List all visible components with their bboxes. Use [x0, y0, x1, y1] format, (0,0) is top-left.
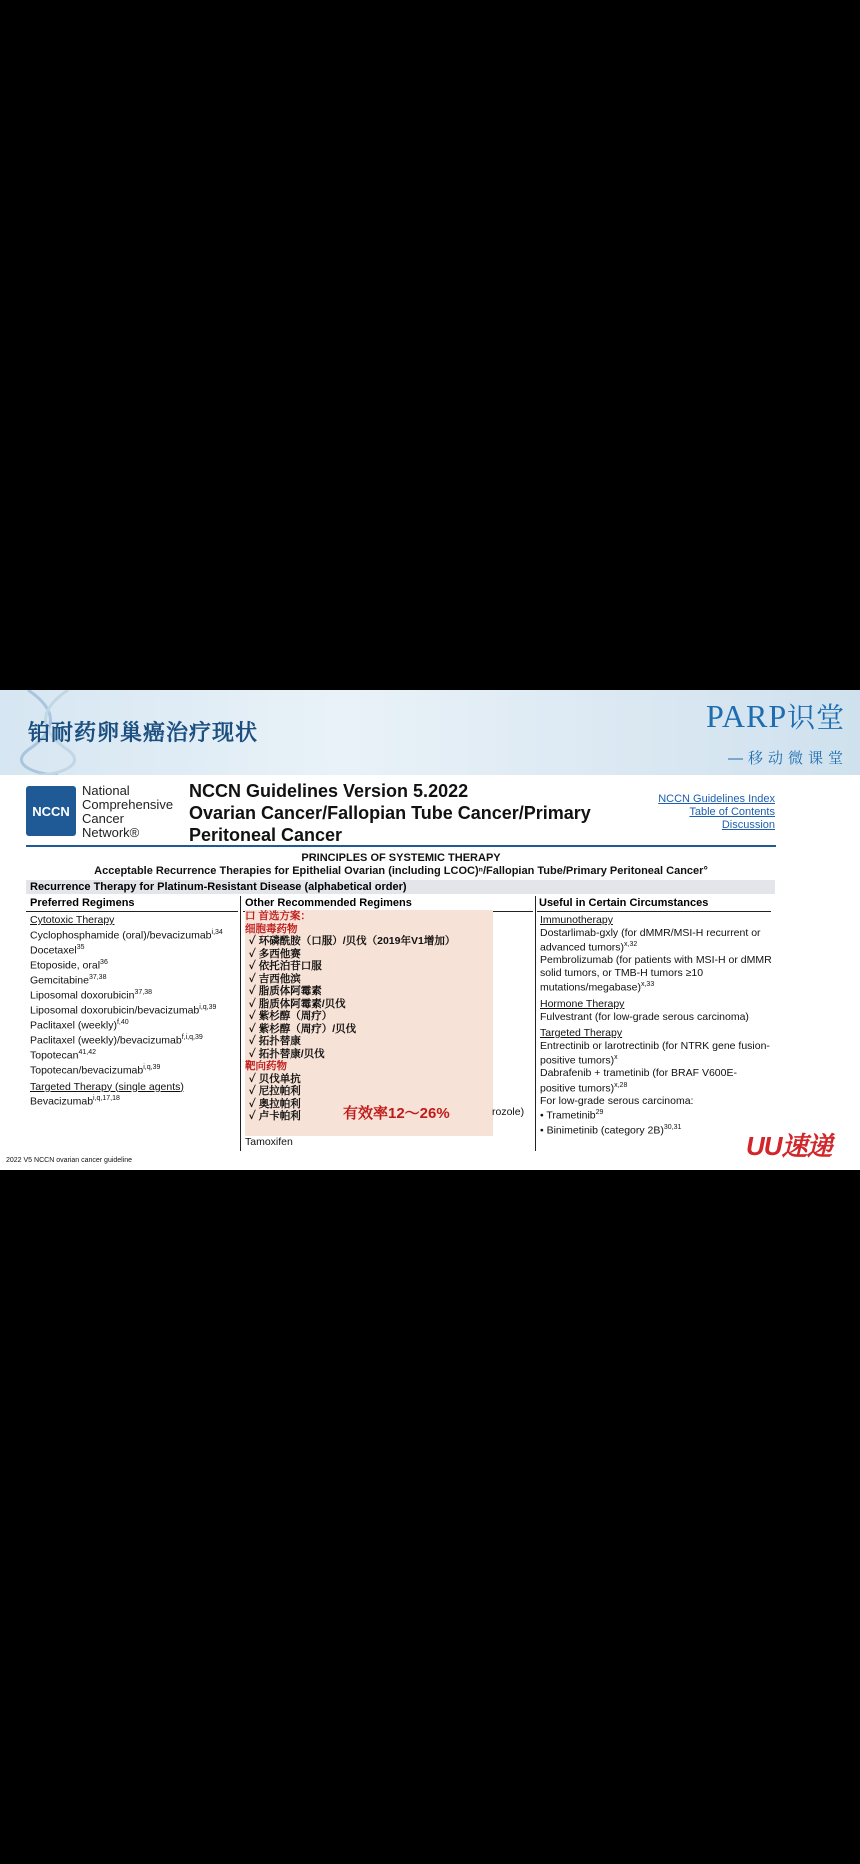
check-item: [245, 973, 493, 986]
item-ref: i,q,17,18: [93, 1095, 120, 1102]
col-heading-preferred: Preferred Regimens: [30, 897, 135, 909]
targeted-therapy-list: [540, 1040, 772, 1095]
item-ref: 41,42: [78, 1048, 96, 1056]
header-rule: [26, 845, 776, 847]
check-icon: ✓: [249, 1097, 259, 1110]
check-text: 拓扑替康: [258, 1035, 301, 1047]
check-item: [245, 1010, 493, 1023]
list-item: [30, 1062, 240, 1077]
check-icon: ✓: [249, 1047, 259, 1060]
guidelines-index-link[interactable]: NCCN Guidelines Index: [658, 793, 775, 805]
item-ref: x: [614, 1054, 618, 1061]
principles-heading: [26, 852, 776, 878]
chemo-label: 细胞毒药物: [245, 922, 298, 935]
list-item: [30, 1093, 240, 1108]
footer-note: 2022 V5 NCCN ovarian cancer guideline: [6, 1157, 133, 1164]
list-item: [540, 1107, 772, 1122]
item-ref: i,q,39: [199, 1003, 217, 1011]
list-item: [30, 1032, 240, 1047]
preferred-column: [30, 914, 240, 1108]
item-ref: f,40: [116, 1018, 129, 1026]
item-ref: i,34: [211, 928, 223, 936]
col-rule: [537, 911, 771, 912]
item-text: Paclitaxel (weekly): [30, 1019, 117, 1031]
check-icon: ✓: [249, 1072, 259, 1085]
list-item: [540, 1122, 772, 1137]
list-item: [540, 927, 772, 955]
table-of-contents-link[interactable]: Table of Contents: [689, 806, 775, 818]
overlay-heading: 口 首选方案：: [245, 910, 311, 922]
check-icon: ✓: [249, 960, 259, 972]
check-icon: ✓: [249, 997, 259, 1010]
hormone-item: Fulvestrant (for low-grade serous carcinoma): [540, 1010, 749, 1023]
lowgrade-list: [540, 1107, 772, 1137]
section-targeted-therapy: Targeted Therapy: [540, 1027, 623, 1039]
check-text: 拓扑替康/贝伐: [258, 1047, 325, 1060]
section-cytotoxic: Cytotoxic Therapy: [30, 914, 115, 926]
check-text: 紫杉醇（周疗）/贝伐: [258, 1022, 357, 1035]
item-text: Etoposide, oral: [30, 959, 101, 971]
check-icon: ✓: [249, 1085, 259, 1097]
check-text: 紫杉醇（周疗）: [258, 1010, 333, 1022]
check-text: 多西他赛: [258, 947, 301, 960]
list-item: [540, 1067, 772, 1095]
list-item: [30, 942, 240, 957]
col-heading-other: Other Recommended Regimens: [245, 897, 412, 909]
recurrence-bar: Recurrence Therapy for Platinum-Resistant Disease (alphabetical order): [26, 880, 775, 894]
list-item: [540, 954, 772, 994]
col-divider: [240, 896, 241, 1151]
section-immunotherapy: Immunotherapy: [540, 914, 613, 926]
list-item: [30, 1002, 240, 1017]
banner-title: 铂耐药卵巢癌治疗现状: [28, 720, 259, 745]
tamoxifen-text: Tamoxifen: [245, 1136, 293, 1148]
item-text: • Trametinib: [540, 1109, 596, 1122]
org-line: Network®: [82, 825, 140, 840]
item-ref: x,32: [624, 941, 638, 948]
check-text: 依托泊苷口服: [258, 960, 322, 972]
item-text: • Binimetinib (category 2B): [540, 1124, 664, 1137]
title-line: Peritoneal Cancer: [189, 825, 343, 845]
check-text: 奥拉帕利: [258, 1097, 301, 1110]
parp-logo: [706, 696, 845, 736]
slide: [0, 690, 860, 1170]
check-text: 脂质体阿霉素: [258, 985, 322, 997]
check-icon: ✓: [249, 1110, 259, 1122]
org-line: National: [82, 783, 130, 798]
org-name: [82, 784, 173, 840]
item-ref: 37,38: [134, 988, 153, 996]
check-item: [245, 1023, 493, 1036]
item-ref: x,28: [614, 1081, 628, 1089]
list-item: [30, 987, 240, 1002]
list-item: [30, 1017, 240, 1032]
list-item: [30, 957, 240, 972]
check-text: 环磷酰胺（口服）/贝伐（2019年V1增加）: [258, 935, 456, 947]
check-icon: ✓: [249, 1022, 259, 1035]
item-ref: f,i,q,39: [181, 1033, 203, 1041]
logo-text: PARP: [706, 698, 788, 734]
principles-title: PRINCIPLES OF SYSTEMIC THERAPY: [301, 852, 501, 864]
lowgrade-label: For low-grade serous carcinoma:: [540, 1094, 694, 1107]
check-icon: ✓: [249, 935, 259, 947]
check-text: 脂质体阿霉素/贝伐: [258, 997, 346, 1010]
check-item: [245, 1073, 493, 1086]
item-ref: x,33: [640, 981, 655, 988]
list-item: [30, 972, 240, 987]
check-text: 尼拉帕利: [258, 1085, 301, 1097]
immuno-list: [540, 927, 772, 995]
list-item: [30, 1047, 240, 1062]
item-text: Topotecan: [30, 1049, 79, 1061]
check-item: [245, 1085, 493, 1098]
item-text: Docetaxel: [30, 944, 77, 956]
item-text: Liposomal doxorubicin/bevacizumab: [30, 1004, 200, 1016]
brand-logo: UU速递: [746, 1131, 832, 1161]
logo-subtitle: —移动微课堂: [728, 750, 849, 767]
target-label: 靶向药物: [245, 1060, 287, 1072]
nccn-logo: NCCN: [26, 786, 76, 836]
col-heading-useful: Useful in Certain Circumstances: [539, 897, 709, 909]
discussion-link[interactable]: Discussion: [721, 819, 775, 831]
check-item: [245, 948, 493, 961]
check-item: [245, 1048, 493, 1061]
col-rule: [26, 911, 238, 912]
check-item: [245, 935, 493, 948]
check-item: [245, 998, 493, 1011]
useful-column: [540, 914, 772, 1137]
section-hormone: Hormone Therapy: [540, 998, 625, 1010]
targeted-list: [30, 1093, 240, 1108]
item-text: Paclitaxel (weekly)/bevacizumab: [30, 1034, 182, 1046]
item-ref: 30,31: [663, 1124, 682, 1131]
chemo-list: [245, 935, 493, 1060]
preferred-list: [30, 927, 240, 1077]
item-ref: 29: [595, 1109, 604, 1116]
item-text: Entrectinib or larotrectinib (for NTRK gene fusion-positive tumors): [540, 1039, 770, 1067]
title-line: NCCN Guidelines Version 5.2022: [189, 781, 469, 801]
item-text: Gemcitabine: [30, 974, 89, 986]
guideline-title: [189, 780, 591, 846]
item-ref: 36: [100, 958, 108, 966]
list-item: [30, 927, 240, 942]
item-ref: i,q,39: [143, 1063, 161, 1071]
item-text: Pembrolizumab (for patients with MSI-H or dMMR solid tumors, or TMB-H tumors ≥10 mutations/megabase): [540, 954, 772, 994]
item-ref: 37,38: [88, 973, 107, 981]
check-text: 卢卡帕利: [258, 1110, 301, 1122]
check-item: [245, 1035, 493, 1048]
efficacy-rate: 有效率12～26%: [343, 1105, 450, 1122]
list-item: [540, 1040, 772, 1068]
banner: [0, 690, 860, 775]
check-icon: ✓: [249, 1010, 259, 1022]
check-icon: ✓: [249, 947, 259, 960]
item-text: Liposomal doxorubicin: [30, 989, 135, 1001]
check-text: 吉西他滨: [258, 972, 301, 985]
check-icon: ✓: [249, 985, 259, 997]
check-text: 贝伐单抗: [258, 1072, 301, 1085]
logo-cn: 识堂: [787, 701, 846, 734]
check-item: [245, 960, 493, 973]
check-icon: ✓: [249, 972, 259, 985]
check-item: [245, 985, 493, 998]
org-line: Cancer: [82, 811, 124, 826]
section-targeted: Targeted Therapy (single agents): [30, 1080, 184, 1093]
org-line: Comprehensive: [82, 797, 174, 812]
principles-subtitle: Acceptable Recurrence Therapies for Epithelial Ovarian (including LCOC)ⁿ/Fallopian Tube/Primary Peritoneal Cancer°: [94, 865, 708, 877]
col-divider: [535, 896, 536, 1151]
header-links: [658, 793, 775, 832]
item-text: Cyclophosphamide (oral)/bevacizumab: [30, 929, 212, 941]
title-line: Ovarian Cancer/Fallopian Tube Cancer/Primary: [189, 803, 591, 823]
item-text: Dabrafenib + trametinib (for BRAF V600E-positive tumors): [540, 1067, 737, 1094]
item-text: Topotecan/bevacizumab: [30, 1064, 144, 1076]
item-text: Dostarlimab-gxly (for dMMR/MSI-H recurrent or advanced tumors): [540, 926, 761, 954]
item-text: Bevacizumab: [30, 1095, 94, 1108]
check-icon: ✓: [249, 1035, 259, 1047]
rozole-text: rozole): [492, 1106, 525, 1118]
item-ref: 35: [76, 943, 85, 951]
